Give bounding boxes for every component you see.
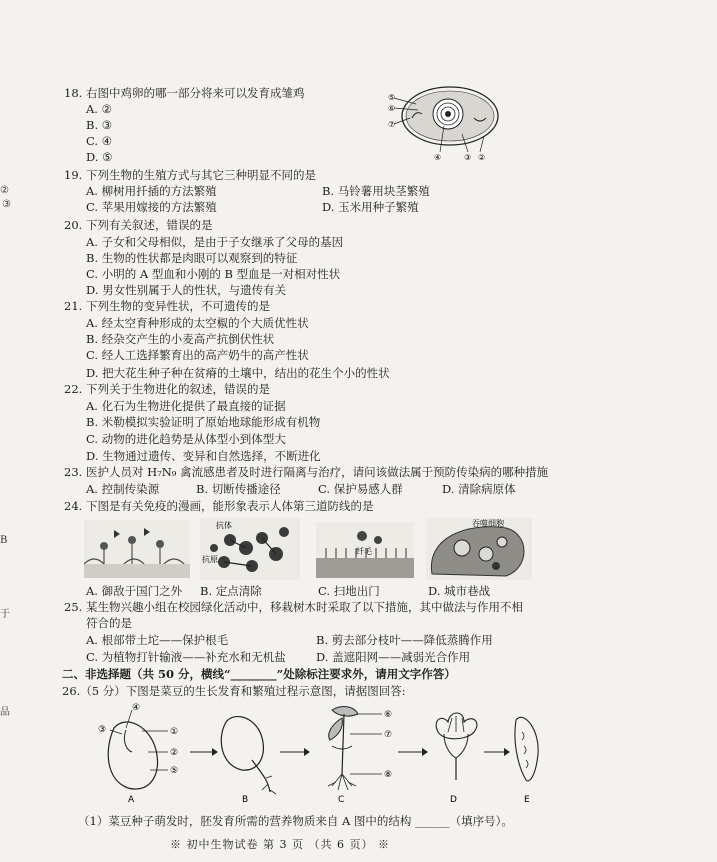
q18-option-d: D. ⑤	[86, 150, 113, 164]
stage-label-b: B	[242, 795, 249, 805]
question-26-stem: 26.（5 分）下图是菜豆的生长发育和繁殖过程示意图，请据图回答:	[62, 684, 406, 698]
edge-mark: B	[0, 535, 8, 546]
q21-option-a: A. 经太空育种形成的太空椒的个大质优性状	[86, 316, 309, 330]
diagram-marker: ⑤	[170, 766, 179, 776]
q19-option-a: A. 柳树用扦插的方法繁殖	[86, 184, 217, 198]
q20-option-a: A. 子女和父母相似，是由于子女继承了父母的基因	[86, 235, 344, 249]
bean-lifecycle-diagram	[92, 700, 552, 806]
question-18-stem: 18. 右图中鸡卵的哪一部分将来可以发育成雏鸡	[64, 86, 305, 100]
question-19-stem: 19. 下列生物的生殖方式与其它三种明显不同的是	[64, 168, 316, 182]
q20-option-c: C. 小明的 A 型血和小刚的 B 型血是一对相对性状	[86, 267, 341, 281]
q25-option-a: A. 根部带土坨——保护根毛	[86, 633, 229, 647]
cartoon-b-image	[200, 518, 300, 580]
question-20-stem: 20. 下列有关叙述，错误的是	[64, 218, 213, 232]
q21-option-c: C. 经人工选择繁育出的高产奶牛的高产性状	[86, 348, 309, 362]
egg-label: ⑥	[388, 104, 396, 113]
q24-option-c: C. 扫地出门	[318, 584, 380, 598]
cartoon-label-phagocyte: 吞噬细胞	[472, 519, 504, 528]
edge-mark: ③	[2, 199, 11, 210]
stage-label-e: E	[524, 795, 530, 805]
q21-option-b: B. 经杂交产生的小麦高产抗倒伏性状	[86, 332, 275, 346]
q22-option-c: C. 动物的进化趋势是从体型小到体型大	[86, 432, 286, 446]
q23-option-b: B. 切断传播途径	[196, 482, 281, 496]
q21-option-d: D. 把大花生种子种在贫瘠的土壤中，结出的花生个小的性状	[86, 366, 390, 380]
q25-option-c: C. 为植物打针输液——补充水和无机盐	[86, 650, 286, 664]
stage-label-d: D	[450, 795, 457, 805]
q20-option-d: D. 男女性别属于人的性状，与遗传有关	[86, 283, 287, 297]
q20-option-b: B. 生物的性状都是肉眼可以观察到的特征	[86, 251, 298, 265]
q24-option-a: A. 御敌于国门之外	[86, 584, 183, 598]
egg-label: ②	[478, 153, 486, 162]
q22-option-a: A. 化石为生物进化提供了最直接的证据	[86, 399, 286, 413]
question-25-stem: 25. 某生物兴趣小组在校园绿化活动中，移栽树木时采取了以下措施，其中做法与作用不相	[64, 600, 523, 614]
egg-diagram	[388, 78, 506, 164]
cartoon-d-image	[426, 518, 532, 580]
question-23-stem: 23. 医护人员对 H₇N₉ 禽流感患者及时进行隔离与治疗，请问该做法属于预防传染病的哪种措施	[64, 465, 549, 479]
stage-label-c: C	[338, 795, 345, 805]
q18-option-a: A. ②	[86, 102, 112, 116]
q22-option-b: B. 米勒模拟实验证明了原始地球能形成有机物	[86, 415, 321, 429]
egg-label: ③	[464, 153, 472, 162]
q18-option-c: C. ④	[86, 134, 113, 148]
question-21-stem: 21. 下列生物的变异性状，不可遗传的是	[64, 299, 270, 313]
q23-option-c: C. 保护易感人群	[318, 482, 403, 496]
egg-label: ⑤	[388, 93, 396, 102]
q25-option-b: B. 剪去部分枝叶——降低蒸腾作用	[316, 633, 493, 647]
question-25-stem-cont: 符合的是	[86, 616, 132, 630]
stage-label-a: A	[128, 795, 135, 805]
q24-option-d: D. 城市巷战	[428, 584, 491, 598]
question-26-sub1: （1）菜豆种子萌发时，胚发育所需的营养物质来自 A 图中的结构 ______（填序号）。	[78, 814, 513, 828]
edge-mark: 品	[0, 707, 10, 718]
edge-mark: 于	[0, 609, 10, 620]
diagram-marker: ②	[170, 748, 179, 758]
cartoon-label-cilia: 纤毛	[356, 547, 372, 556]
q23-option-d: D. 清除病原体	[442, 482, 516, 496]
diagram-marker: ⑦	[384, 730, 393, 740]
cartoon-c-image	[316, 522, 414, 578]
diagram-marker: ⑥	[384, 710, 393, 720]
diagram-marker: ③	[98, 725, 107, 735]
question-22-stem: 22. 下列关于生物进化的叙述，错误的是	[64, 382, 270, 396]
q25-option-d: D. 盖遮阳网——减弱光合作用	[316, 650, 471, 664]
q23-option-a: A. 控制传染源	[86, 482, 160, 496]
egg-label: ④	[434, 153, 442, 162]
section-heading: 二、非选择题（共 50 分，横线“________”处除标注要求外，请用文字作答）	[62, 667, 456, 681]
q24-option-b: B. 定点清除	[200, 584, 262, 598]
page-footer: ※ 初中生物试卷 第 3 页 （共 6 页） ※	[170, 838, 390, 851]
q19-option-c: C. 苹果用嫁接的方法繁殖	[86, 200, 217, 214]
q18-option-b: B. ③	[86, 118, 113, 132]
cartoon-a-image	[84, 520, 190, 578]
question-24-stem: 24. 下图是有关免疫的漫画，能形象表示人体第三道防线的是	[64, 499, 374, 513]
q19-option-b: B. 马铃薯用块茎繁殖	[322, 184, 430, 198]
cartoon-label-antibody: 抗体	[216, 521, 232, 530]
cartoon-label-antigen: 抗原	[202, 555, 218, 564]
q22-option-d: D. 生物通过遗传、变异和自然选择，不断进化	[86, 449, 321, 463]
q19-option-d: D. 玉米用种子繁殖	[322, 200, 419, 214]
egg-label: ⑦	[388, 120, 396, 129]
diagram-marker: ⑧	[384, 770, 393, 780]
diagram-marker: ④	[132, 703, 141, 713]
diagram-marker: ①	[170, 727, 179, 737]
edge-mark: ②	[0, 185, 9, 196]
